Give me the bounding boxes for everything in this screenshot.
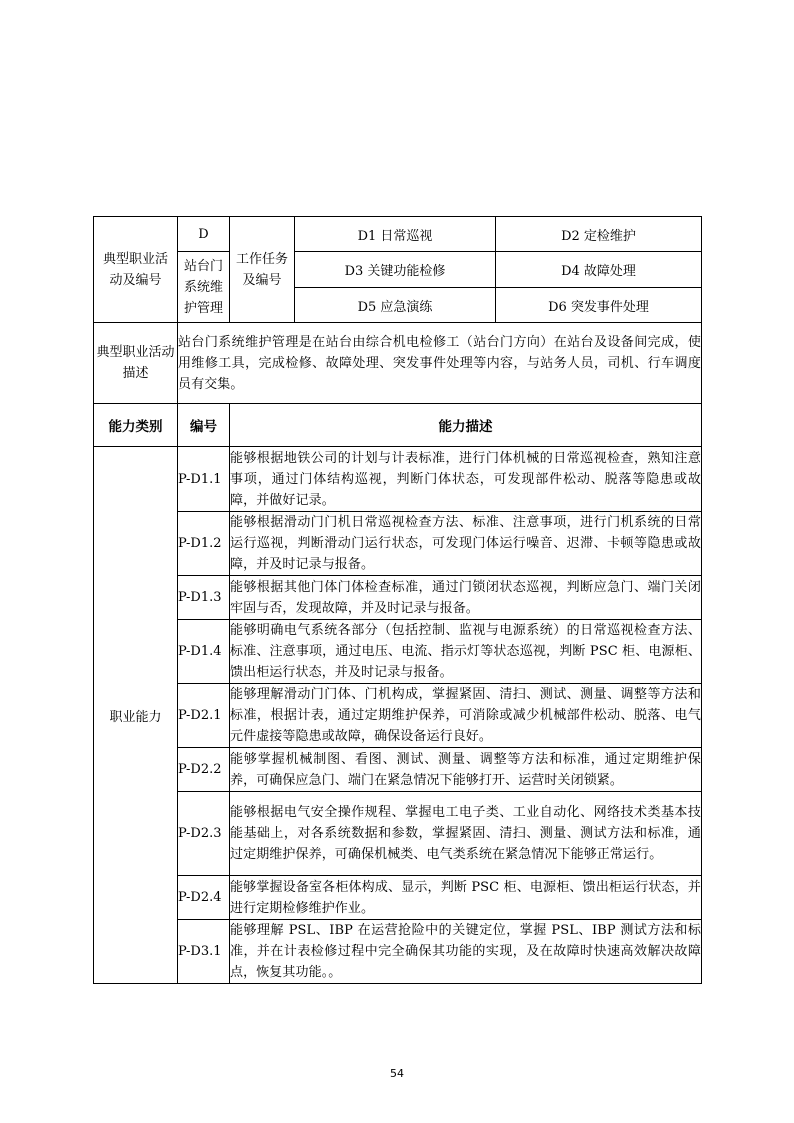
task-d1: D1 日常巡视 [295, 217, 496, 252]
ability-description: 能够根据地铁公司的计划与计表标准，进行门体机械的日常巡视检查，熟知注意事项，通过门体结构巡视，判断门体状态，可发现部件松动、脱落等隐患或故障，并做好记录。 [230, 447, 702, 512]
header-description: 能力描述 [230, 404, 702, 447]
task-d2: D2 定检维护 [496, 217, 702, 252]
task-label: 工作任务及编号 [230, 217, 295, 323]
ability-code: P-D3.1 [178, 920, 230, 984]
task-d5: D5 应急演练 [295, 288, 496, 323]
ability-code: P-D2.3 [178, 792, 230, 876]
ability-code: P-D1.2 [178, 512, 230, 576]
page-number: 54 [390, 1067, 404, 1080]
task-d3: D3 关键功能检修 [295, 252, 496, 288]
ability-code: P-D1.3 [178, 576, 230, 620]
header-category: 能力类别 [94, 404, 178, 447]
task-d4: D4 故障处理 [496, 252, 702, 288]
ability-description: 能够根据其他门体门体检查标准，通过门锁闭状态巡视，判断应急门、端门关闭牢固与否，发现故障，并及时记录与报备。 [230, 576, 702, 620]
ability-code: P-D1.4 [178, 620, 230, 684]
ability-code: P-D2.2 [178, 748, 230, 792]
activity-code: D [178, 217, 230, 252]
ability-description: 能够明确电气系统各部分（包括控制、监视与电源系统）的日常巡视检查方法、标准、注意事项，通过电压、电流、指示灯等状态巡视，判断 PSC 柜、电源柜、馈出柜运行状态，并及时记录与报备。 [230, 620, 702, 684]
ability-description: 能够根据滑动门门机日常巡视检查方法、标准、注意事项，进行门机系统的日常运行巡视，判断滑动门运行状态，可发现门体运行噪音、迟滞、卡顿等隐患或故障，并及时记录与报备。 [230, 512, 702, 576]
description-label: 典型职业活动描述 [94, 323, 178, 404]
ability-category: 职业能力 [94, 447, 178, 984]
competency-table [93, 216, 702, 984]
ability-description: 能够理解 PSL、IBP 在运营抢险中的关键定位，掌握 PSL、IBP 测试方法和标准，并在计表检修过程中完全确保其功能的实现，及在故障时快速高效解决故障点，恢复其功能。。 [230, 920, 702, 984]
ability-code: P-D2.1 [178, 684, 230, 748]
ability-code: P-D1.1 [178, 447, 230, 512]
ability-description: 能够根据电气安全操作规程、掌握电工电子类、工业自动化、网络技术类基本技能基础上，对各系统数据和参数，掌握紧固、清扫、测量、测试方法和标准，通过定期维护保养，可确保机械类、电气类系统在紧急情况下能够正常运行。 [230, 792, 702, 876]
activity-label: 典型职业活动及编号 [94, 217, 178, 323]
description-text: 站台门系统维护管理是在站台由综合机电检修工（站台门方向）在站台及设备间完成，使用维修工具，完成检修、故障处理、突发事件处理等内容，与站务人员，司机、行车调度员有交集。 [178, 323, 702, 404]
ability-description: 能够掌握机械制图、看图、测试、测量、调整等方法和标准，通过定期维护保养，可确保应急门、端门在紧急情况下能够打开、运营时关闭锁紧。 [230, 748, 702, 792]
ability-description: 能够理解滑动门门体、门机构成，掌握紧固、清扫、测试、测量、调整等方法和标准，根据计表，通过定期维护保养，可消除或减少机械部件松动、脱落、电气元件虚接等隐患或故障，确保设备运行良好。 [230, 684, 702, 748]
ability-code: P-D2.4 [178, 876, 230, 920]
header-code: 编号 [178, 404, 230, 447]
task-d6: D6 突发事件处理 [496, 288, 702, 323]
activity-name: 站台门系统维护管理 [178, 252, 230, 323]
ability-description: 能够掌握设备室各柜体构成、显示，判断 PSC 柜、电源柜、馈出柜运行状态，并进行定期检修维护作业。 [230, 876, 702, 920]
